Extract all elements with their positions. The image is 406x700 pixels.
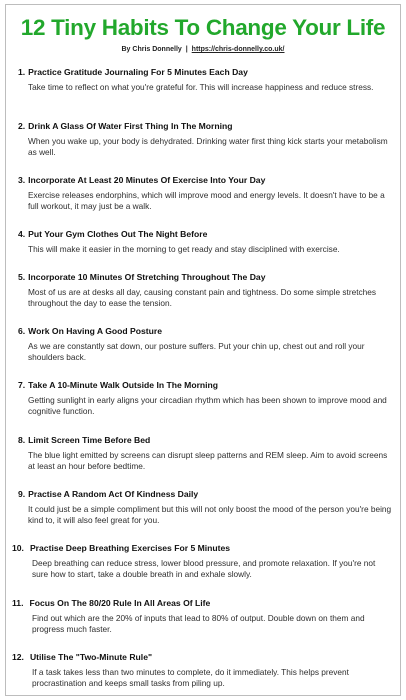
habit-title: Take A 10-Minute Walk Outside In The Morning (28, 380, 219, 390)
byline-separator: | (185, 46, 188, 53)
habit-number: 11. (12, 598, 24, 608)
habit-heading (18, 380, 218, 391)
habit-heading (12, 598, 210, 609)
habit-description: If a task takes less than two minutes to complete, do it immediately. This helps prevent procrastination and keeps small tasks from piling up. (32, 667, 349, 689)
habit-description: When you wake up, your body is dehydrated. Drinking water first thing kick starts your metabolism as well. (28, 136, 388, 158)
infographic-page (5, 4, 401, 696)
habit-number: 4. (18, 229, 26, 239)
habit-title: Limit Screen Time Before Bed (28, 435, 151, 445)
habit-description: Exercise releases endorphins, which will improve mood and energy levels. It doesn't have to be a full workout, it may just be a walk. (28, 190, 385, 212)
habit-heading (18, 489, 198, 500)
habit-title: Practise A Random Act Of Kindness Daily (28, 489, 199, 499)
habit-description: Take time to reflect on what you're grateful for. This will increase happiness and reduce stress. (28, 82, 374, 92)
habit-description: Most of us are at desks all day, causing constant pain and tightness. Do some simple stretches throughout the day to ease the tension. (28, 287, 377, 309)
habit-number: 12. (12, 652, 24, 662)
habit-heading (18, 326, 162, 337)
habit-heading (18, 229, 207, 240)
habit-number: 9. (18, 489, 26, 499)
habit-description: Getting sunlight in early aligns your circadian rhythm which has been shown to improve mood and cognitive function. (28, 395, 387, 417)
habit-number: 7. (18, 380, 26, 390)
page-title: 12 Tiny Habits To Change Your Life (20, 15, 386, 40)
habit-title: Utilise The "Two-Minute Rule" (29, 652, 153, 662)
habit-title: Put Your Gym Clothes Out The Night Before (28, 229, 208, 239)
habit-title: Drink A Glass Of Water First Thing In The Morning (28, 121, 233, 131)
author-website-link[interactable]: https://chris-donnelly.co.uk/ (191, 46, 285, 53)
habit-heading (18, 175, 265, 186)
habit-heading (12, 543, 230, 554)
habit-heading (18, 272, 265, 283)
habit-description: Find out which are the 20% of inputs that lead to 80% of output. Double down on them and progress much faster. (32, 613, 365, 635)
habit-description: As we are constantly sat down, our posture suffers. Put your chin up, chest out and roll your shoulders back. (28, 341, 365, 363)
author-name: By Chris Donnelly (121, 46, 182, 53)
habit-heading (18, 67, 248, 78)
byline (6, 45, 400, 54)
habit-description: It could just be a simple compliment but this will not only boost the mood of the person you're being kind to, it will also feel great for you. (28, 504, 392, 526)
habit-number: 5. (18, 272, 26, 282)
habit-number: 6. (18, 326, 26, 336)
habit-title: Incorporate 10 Minutes Of Stretching Throughout The Day (28, 272, 266, 282)
habit-number: 10. (12, 543, 24, 553)
habit-number: 1. (18, 67, 26, 77)
habit-title: Practice Gratitude Journaling For 5 Minutes Each Day (28, 67, 248, 77)
habit-description: This will make it easier in the morning to get ready and stay disciplined with exercise. (28, 244, 340, 254)
habit-heading (12, 652, 152, 663)
habit-title: Focus On The 80/20 Rule In All Areas Of Life (29, 598, 211, 608)
habit-title: Practise Deep Breathing Exercises For 5 Minutes (29, 543, 231, 553)
habit-number: 2. (18, 121, 26, 131)
habit-title: Work On Having A Good Posture (28, 326, 163, 336)
habit-description: The blue light emitted by screens can disrupt sleep patterns and REM sleep. Aim to avoid screens at least an hour before bedtime. (28, 450, 388, 472)
habit-heading (18, 435, 150, 446)
habit-heading (18, 121, 233, 132)
habit-number: 3. (18, 175, 26, 185)
habit-number: 8. (18, 435, 26, 445)
habit-description: Deep breathing can reduce stress, lower blood pressure, and promote relaxation. If you're not sure how to start, take a double breath in and exhale slowly. (32, 558, 376, 580)
habit-title: Incorporate At Least 20 Minutes Of Exercise Into Your Day (28, 175, 266, 185)
